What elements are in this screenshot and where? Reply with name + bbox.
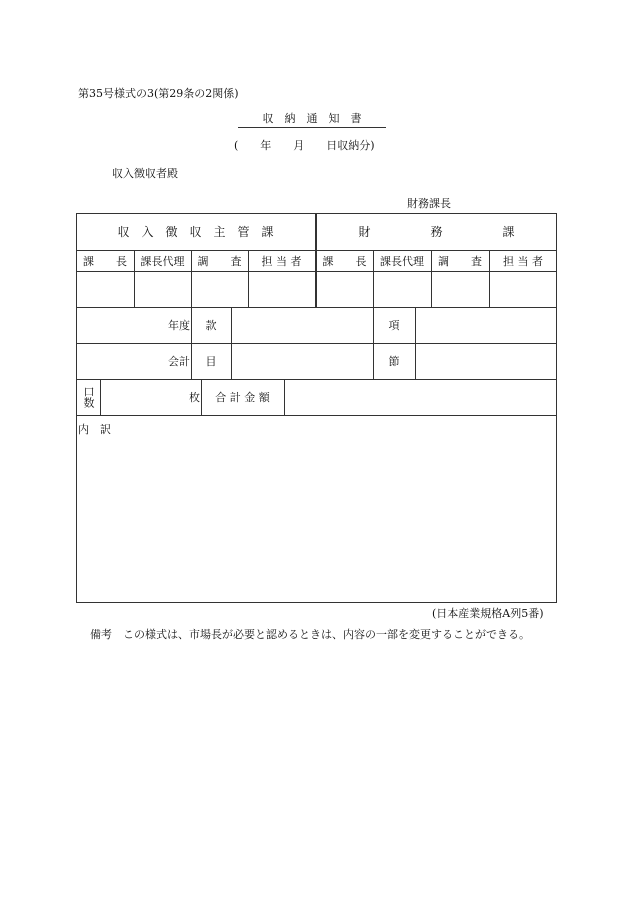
- fiscal-year-label: 年度: [168, 319, 190, 332]
- setsu-label: 節: [388, 355, 400, 368]
- row-divider: [76, 379, 557, 380]
- role-deputy-chief: 課長代理: [380, 254, 424, 268]
- addressee: 収入徴収者殿: [112, 167, 178, 180]
- remarks-note: 備考 この様式は、市場長が必要と認めるときは、内容の一部を変更することができる。: [90, 628, 530, 641]
- col-divider: [231, 307, 232, 379]
- role-staff: 担 当 者: [261, 254, 302, 268]
- breakdown-label: 内 訳: [78, 423, 111, 436]
- role-chief: 課 長: [83, 254, 127, 268]
- sheets-label: 枚: [189, 391, 200, 404]
- moku-label: 目: [205, 355, 217, 368]
- row-divider: [76, 415, 557, 416]
- role-deputy-chief: 課長代理: [140, 254, 185, 268]
- section-header-finance: 財 務 課: [358, 225, 515, 239]
- form-number: 第35号様式の3(第29条の2関係): [78, 87, 239, 100]
- paper-standard: (日本産業規格A列5番): [432, 607, 544, 620]
- document-title: 収 納 通 知 書: [238, 110, 386, 128]
- row-divider: [76, 307, 557, 308]
- count-label: 口数: [82, 386, 95, 408]
- kou-label: 項: [388, 319, 400, 332]
- col-divider: [415, 307, 416, 379]
- row-divider: [76, 343, 557, 344]
- col-divider: [100, 379, 101, 415]
- account-label: 会計: [168, 355, 190, 368]
- section-header-collection: 収 入 徴 収 主 管 課: [117, 225, 274, 239]
- role-inspection: 調 査: [438, 254, 482, 268]
- role-staff: 担 当 者: [503, 254, 543, 268]
- kan-label: 款: [205, 319, 217, 332]
- date-line: ( 年 月 日収納分): [234, 139, 375, 152]
- total-amount-label: 合 計 金 額: [215, 391, 270, 404]
- role-chief: 課 長: [322, 254, 367, 268]
- role-inspection: 調 査: [197, 254, 242, 268]
- col-divider: [284, 379, 285, 415]
- sender: 財務課長: [407, 197, 451, 210]
